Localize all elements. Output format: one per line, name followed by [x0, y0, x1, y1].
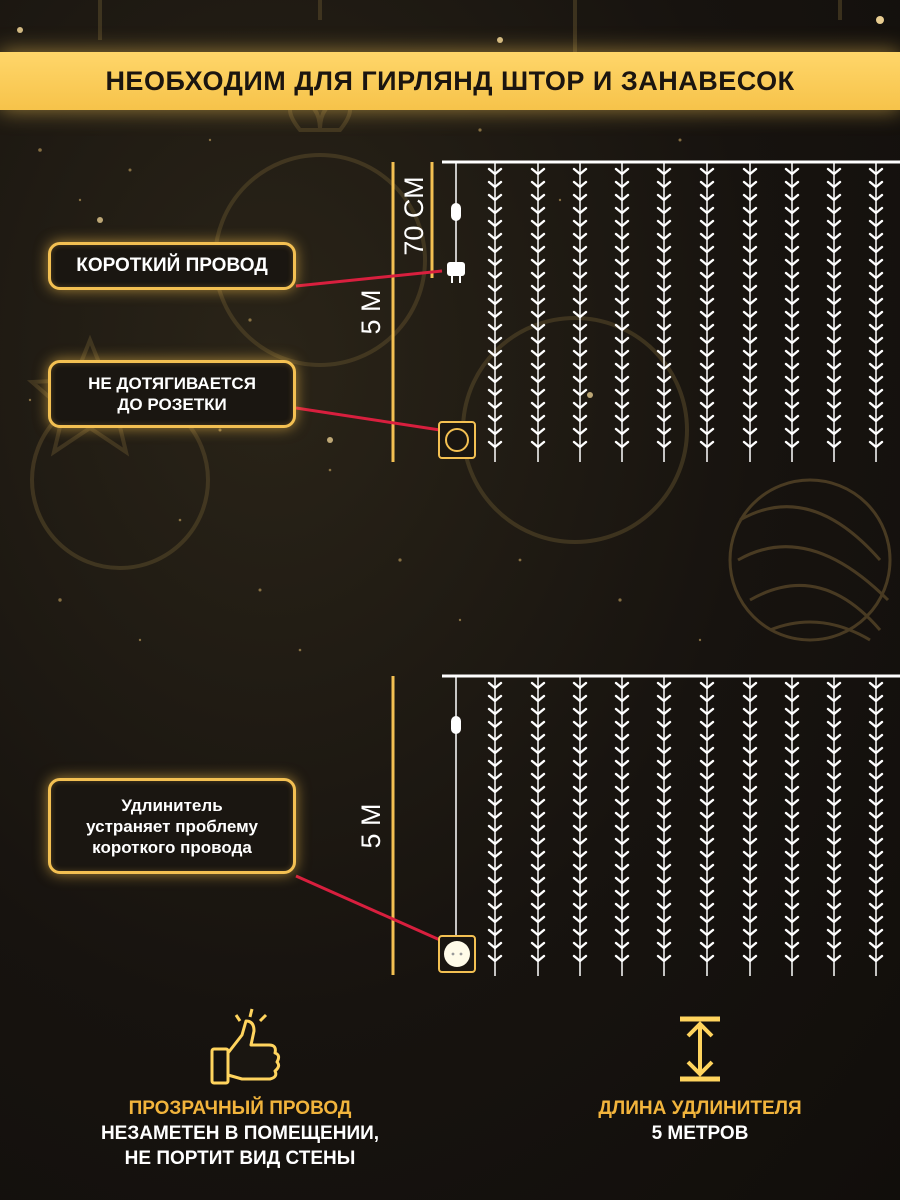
feature-extension-length — [530, 1096, 870, 1146]
garland-strand — [616, 162, 628, 462]
feature-highlight: ПРОЗРАЧНЫЙ ПРОВОД — [128, 1098, 352, 1119]
garland-strand — [786, 676, 798, 976]
feature-text: НЕЗАМЕТЕН В ПОМЕЩЕНИИ, НЕ ПОРТИТ ВИД СТЕНЫ — [100, 1123, 380, 1169]
dimension-height-top: 5 М — [356, 289, 386, 335]
callout-extension-fix: Удлинитель устраняет проблему короткого провода — [48, 778, 296, 874]
garland-strand — [489, 676, 501, 976]
callout-short-wire: КОРОТКИЙ ПРОВОД — [48, 242, 296, 290]
feature-text: 5 МЕТРОВ — [651, 1123, 749, 1144]
garland-strand — [616, 676, 628, 976]
pointer-line — [296, 876, 440, 940]
plug-icon — [447, 162, 465, 283]
feature-highlight: ДЛИНА УДЛИНИТЕЛЯ — [598, 1098, 802, 1119]
garland-strand — [701, 676, 713, 976]
garland-strand — [658, 162, 670, 462]
vertical-length-icon — [680, 1019, 720, 1079]
garland-strand — [828, 162, 840, 462]
dimension-wire-length: 70 СМ — [399, 176, 429, 256]
garland-strand — [828, 676, 840, 976]
extension-cable — [451, 676, 461, 940]
garland-strand — [701, 162, 713, 462]
garland-strand — [744, 162, 756, 462]
garland-strand — [744, 676, 756, 976]
pointer-line — [296, 408, 440, 430]
garland-bottom — [442, 676, 900, 976]
socket-connected-icon — [439, 936, 475, 972]
garland-strand — [786, 162, 798, 462]
garland-strand — [870, 676, 882, 976]
dimension-height-bottom: 5 М — [356, 803, 386, 849]
garland-top — [442, 162, 900, 462]
header-title: НЕОБХОДИМ ДЛЯ ГИРЛЯНД ШТОР И ЗАНАВЕСОК — [105, 65, 795, 96]
socket-icon — [439, 422, 475, 458]
garland-strand — [574, 162, 586, 462]
garland-strand — [870, 162, 882, 462]
garland-strand — [489, 162, 501, 462]
garland-strand — [574, 676, 586, 976]
garland-strand — [532, 162, 544, 462]
feature-transparent-wire — [60, 1096, 420, 1171]
callout-not-reach-socket: НЕ ДОТЯГИВАЕТСЯ ДО РОЗЕТКИ — [48, 360, 296, 428]
thumbs-up-icon — [212, 1009, 279, 1083]
garland-strand — [658, 676, 670, 976]
garland-strand — [532, 676, 544, 976]
